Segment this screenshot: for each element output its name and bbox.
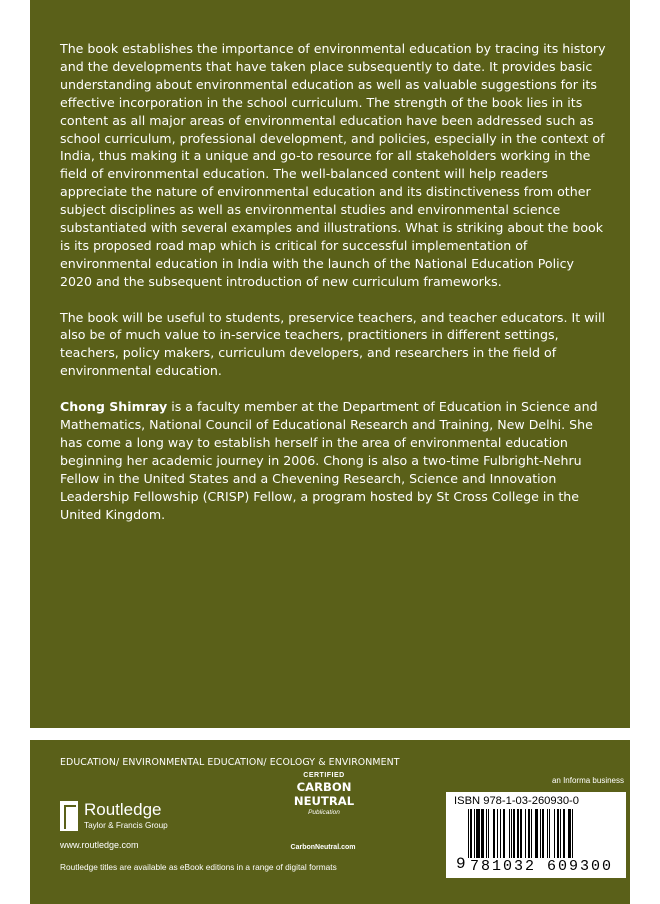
seal-neutral: NEUTRAL (293, 794, 355, 808)
seal-certified: CERTIFIED (303, 772, 345, 779)
carbon-neutral-seal (292, 772, 356, 850)
publisher-name: Routledge (84, 800, 162, 819)
informa-note: an Informa business (551, 776, 624, 785)
divider (30, 728, 630, 740)
publisher-group: Taylor & Francis Group (84, 821, 168, 830)
routledge-logo-icon (60, 801, 78, 831)
subject-category: EDUCATION/ ENVIRONMENTAL EDUCATION/ ECOLOGY & ENVIRONMENT (60, 757, 400, 768)
routledge-logo (60, 801, 220, 835)
isbn: ISBN 978-1-03-260930-0 (454, 795, 580, 807)
description (60, 40, 610, 541)
seal-url: CarbonNeutral.com (290, 844, 356, 851)
ean-digits: 781032 609300 (470, 858, 614, 875)
publisher-website: www.routledge.com (60, 840, 139, 850)
description-paragraph-1: The book establishes the importance of environmental education by tracing its history and the developments that have taken place subsequently to date. It provides basic understanding about environmental education as well as valuable suggestions for its effective incorporation in the school curriculum. The strength of the book lies in its content as all major areas of environmental education have been addressed such as school curriculum, professional development, and policies, especially in the context of India, thus making it a unique and go-to resource for all stakeholders working in the field of environmental education. The well-balanced content will help readers appreciate the nature of environmental education and its distinctiveness from other subject disciplines as well as environmental studies and environmental science substantiated with several examples and illustrations. What is striking about the book is its proposed road map which is critical for successful implementation of environmental education in India with the launch of the National Education Policy 2020 and the subsequent introduction of new curriculum frameworks. (60, 41, 606, 289)
author-bio-text: is a faculty member at the Department of Education in Science and Mathematics, National Council of Educational Research and Training, New Delhi. She has come a long way to establish herself in the area of environmental education beginning her academic journey in 2006. Chong is also a two-time Fulbright-Nehru Fellow in the United States and a Chevening Research, Science and Innovation Leadership Fellowship (CRISP) Fellow, a program hosted by St Cross College in the United Kingdom. (60, 399, 598, 522)
seal-carbon: CARBON (296, 780, 352, 794)
back-cover (30, 0, 630, 904)
author-bio (60, 398, 610, 523)
author-name: Chong Shimray (60, 399, 168, 415)
ean-lead-digit: 9 (456, 855, 466, 873)
barcode-block (446, 792, 626, 878)
ebook-note: Routledge titles are available as eBook editions in a range of digital formats (60, 862, 337, 872)
description-paragraph-2: The book will be useful to students, preservice teachers, and teacher educators. It will also be of much value to in-service teachers, practitioners in different settings, teachers, policy makers, curriculum developers, and researchers in the field of environmental education. (60, 309, 605, 379)
seal-publication: Publication (308, 809, 340, 816)
barcode-icon (468, 809, 618, 858)
